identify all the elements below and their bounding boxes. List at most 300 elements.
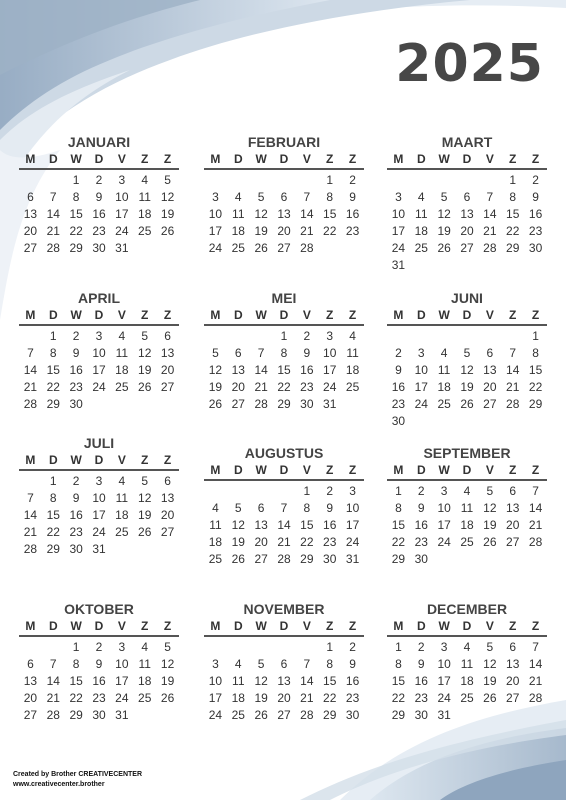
day-grid — [19, 328, 179, 413]
month-title: JULI — [83, 435, 115, 451]
day-cell: 7 — [303, 657, 311, 671]
day-empty — [295, 639, 318, 656]
weekday-label: D — [462, 463, 472, 477]
day-cell: 8 — [72, 190, 80, 204]
day-cell: 13 — [277, 674, 291, 688]
weekday-label: Z — [326, 152, 334, 166]
day-empty — [204, 639, 227, 656]
day-cell: 9 — [532, 190, 539, 204]
day-cell: 18 — [460, 674, 474, 688]
day-cell: 10 — [345, 501, 360, 515]
weekday-label: Z — [509, 308, 517, 322]
weekday-label: Z — [509, 619, 517, 633]
day-cell: 7 — [532, 640, 539, 654]
weekday-label: Z — [141, 308, 149, 322]
day-cell: 6 — [164, 329, 171, 343]
day-cell: 4 — [212, 501, 219, 515]
day-cell: 9 — [326, 501, 334, 515]
day-cell: 23 — [92, 224, 106, 238]
day-cell: 22 — [46, 525, 60, 539]
day-cell: 24 — [437, 535, 451, 549]
day-empty — [250, 639, 273, 656]
weekday-header — [19, 619, 179, 637]
weekday-label: Z — [141, 619, 149, 633]
day-cell: 5 — [440, 190, 448, 204]
day-cell: 10 — [437, 501, 451, 515]
day-cell: 15 — [277, 363, 291, 377]
day-cell: 10 — [437, 657, 451, 671]
day-cell: 17 — [92, 363, 106, 377]
weekday-label: M — [25, 308, 36, 322]
weekday-label: D — [94, 152, 104, 166]
month-title: AUGUSTUS — [244, 445, 324, 461]
day-cell: 7 — [49, 657, 57, 671]
day-cell: 1 — [280, 329, 288, 343]
day-cell: 7 — [27, 491, 34, 505]
day-empty — [227, 328, 250, 345]
weekday-label: Z — [531, 463, 540, 477]
day-cell: 30 — [414, 708, 428, 722]
day-cell: 15 — [323, 674, 337, 688]
day-grid — [19, 172, 179, 257]
day-cell: 2 — [72, 474, 80, 488]
day-cell: 20 — [506, 518, 520, 532]
day-cell: 14 — [23, 363, 38, 377]
day-empty — [273, 639, 296, 656]
day-cell: 10 — [414, 363, 428, 377]
day-cell: 5 — [141, 474, 149, 488]
day-cell: 26 — [254, 241, 268, 255]
day-cell: 31 — [345, 552, 360, 566]
day-cell: 30 — [69, 397, 83, 411]
day-cell: 19 — [138, 363, 152, 377]
day-cell: 23 — [528, 224, 543, 238]
day-cell: 28 — [254, 397, 268, 411]
day-cell: 12 — [138, 491, 152, 505]
day-cell: 7 — [509, 346, 517, 360]
day-cell: 27 — [506, 535, 520, 549]
weekday-header — [204, 619, 364, 637]
day-cell: 14 — [300, 674, 314, 688]
day-cell: 15 — [391, 674, 406, 688]
day-cell: 28 — [277, 552, 291, 566]
month-title: FEBRUARI — [247, 134, 321, 150]
day-empty — [19, 172, 42, 189]
day-cell: 12 — [437, 207, 451, 221]
weekday-label: D — [279, 152, 289, 166]
day-cell: 10 — [92, 491, 106, 505]
day-cell: 25 — [231, 708, 245, 722]
day-cell: 22 — [323, 224, 337, 238]
day-cell: 7 — [27, 346, 34, 360]
day-cell: 1 — [532, 329, 539, 343]
day-cell: 14 — [300, 207, 314, 221]
day-cell: 1 — [49, 329, 57, 343]
day-cell: 4 — [234, 657, 242, 671]
day-cell: 15 — [528, 363, 543, 377]
day-cell: 6 — [164, 474, 171, 488]
weekday-label: D — [233, 308, 243, 322]
day-cell: 7 — [280, 501, 288, 515]
day-cell: 4 — [141, 640, 149, 654]
weekday-label: Z — [326, 463, 334, 477]
day-cell: 2 — [349, 173, 356, 187]
day-cell: 3 — [118, 173, 126, 187]
day-empty — [19, 328, 42, 345]
day-cell: 17 — [208, 224, 223, 238]
weekday-label: V — [485, 152, 494, 166]
day-cell: 22 — [323, 691, 337, 705]
day-cell: 16 — [92, 207, 106, 221]
day-cell: 20 — [277, 691, 291, 705]
weekday-label: V — [485, 463, 494, 477]
day-grid — [204, 328, 364, 413]
day-cell: 17 — [115, 674, 129, 688]
day-cell: 4 — [349, 329, 356, 343]
day-cell: 22 — [69, 691, 83, 705]
day-cell: 24 — [437, 691, 451, 705]
weekday-header — [19, 453, 179, 471]
day-cell: 2 — [417, 640, 425, 654]
day-cell: 24 — [414, 397, 428, 411]
day-empty — [433, 172, 456, 189]
day-cell: 19 — [231, 535, 245, 549]
day-empty — [387, 172, 410, 189]
day-cell: 1 — [395, 484, 402, 498]
weekday-label: D — [94, 619, 104, 633]
day-empty — [433, 328, 456, 345]
day-cell: 21 — [528, 674, 543, 688]
day-cell: 15 — [323, 207, 337, 221]
weekday-label: M — [210, 463, 221, 477]
day-cell: 27 — [254, 552, 268, 566]
weekday-label: Z — [509, 152, 517, 166]
day-cell: 20 — [160, 363, 175, 377]
day-cell: 16 — [300, 363, 314, 377]
weekday-label: M — [25, 453, 36, 467]
weekday-label: W — [438, 308, 450, 322]
day-cell: 1 — [72, 173, 80, 187]
day-cell: 22 — [46, 380, 60, 394]
day-grid — [387, 483, 547, 568]
day-cell: 16 — [391, 380, 406, 394]
day-cell: 6 — [27, 657, 34, 671]
weekday-label: V — [117, 619, 126, 633]
weekday-label: Z — [141, 152, 149, 166]
month-title: APRIL — [78, 290, 120, 306]
day-cell: 25 — [138, 224, 152, 238]
day-cell: 10 — [208, 207, 223, 221]
day-cell: 31 — [437, 708, 451, 722]
weekday-header — [387, 152, 547, 170]
day-cell: 11 — [232, 674, 245, 688]
weekday-label: D — [279, 463, 289, 477]
day-grid — [204, 483, 364, 568]
day-empty — [250, 172, 273, 189]
day-cell: 27 — [277, 708, 291, 722]
day-cell: 23 — [92, 691, 106, 705]
month-februari — [204, 133, 364, 257]
day-empty — [478, 172, 501, 189]
day-cell: 2 — [303, 329, 311, 343]
day-cell: 17 — [437, 518, 451, 532]
weekday-label: V — [117, 453, 126, 467]
month-januari — [19, 133, 179, 257]
day-cell: 19 — [460, 380, 474, 394]
day-empty — [410, 172, 433, 189]
day-cell: 8 — [532, 346, 539, 360]
day-cell: 16 — [92, 674, 106, 688]
day-cell: 5 — [141, 329, 149, 343]
weekday-label: W — [438, 463, 450, 477]
day-empty — [273, 483, 296, 500]
day-cell: 2 — [95, 173, 103, 187]
weekday-header — [387, 463, 547, 481]
day-cell: 28 — [23, 397, 38, 411]
day-cell: 11 — [115, 346, 129, 360]
weekday-header — [204, 463, 364, 481]
day-cell: 29 — [528, 397, 543, 411]
day-cell: 18 — [460, 518, 474, 532]
month-juni — [387, 289, 547, 430]
day-cell: 4 — [417, 190, 425, 204]
day-cell: 18 — [115, 508, 129, 522]
weekday-header — [19, 308, 179, 326]
day-cell: 23 — [300, 380, 314, 394]
weekday-label: D — [416, 463, 426, 477]
day-cell: 6 — [234, 346, 242, 360]
day-cell: 25 — [231, 241, 245, 255]
day-cell: 19 — [254, 691, 268, 705]
weekday-label: Z — [326, 619, 334, 633]
day-cell: 13 — [483, 363, 497, 377]
day-cell: 29 — [46, 542, 60, 556]
day-cell: 7 — [486, 190, 494, 204]
day-empty — [19, 473, 42, 490]
day-cell: 10 — [208, 674, 223, 688]
day-cell: 10 — [92, 346, 106, 360]
day-cell: 12 — [160, 657, 175, 671]
weekday-label: D — [48, 152, 58, 166]
day-cell: 20 — [160, 508, 175, 522]
weekday-header — [387, 619, 547, 637]
day-cell: 28 — [23, 542, 38, 556]
weekday-label: D — [48, 453, 58, 467]
day-cell: 24 — [115, 691, 129, 705]
weekday-label: D — [462, 152, 472, 166]
day-cell: 17 — [437, 674, 451, 688]
day-cell: 13 — [160, 491, 175, 505]
month-december — [387, 600, 547, 724]
day-cell: 20 — [460, 224, 474, 238]
weekday-label: M — [210, 152, 221, 166]
day-cell: 9 — [349, 190, 356, 204]
day-cell: 28 — [46, 708, 60, 722]
day-cell: 12 — [138, 346, 152, 360]
weekday-label: Z — [163, 308, 172, 322]
day-cell: 26 — [460, 397, 474, 411]
day-cell: 11 — [437, 363, 451, 377]
day-cell: 3 — [440, 640, 448, 654]
weekday-label: M — [210, 619, 221, 633]
day-empty — [501, 328, 524, 345]
day-cell: 6 — [27, 190, 34, 204]
day-empty — [204, 483, 227, 500]
weekday-label: Z — [348, 463, 357, 477]
month-september — [387, 444, 547, 568]
day-cell: 29 — [300, 552, 314, 566]
day-cell: 28 — [300, 241, 314, 255]
day-cell: 30 — [300, 397, 314, 411]
day-cell: 31 — [92, 542, 106, 556]
weekday-label: W — [70, 152, 82, 166]
day-cell: 26 — [160, 691, 175, 705]
day-cell: 18 — [115, 363, 129, 377]
day-cell: 16 — [414, 674, 428, 688]
day-cell: 4 — [463, 640, 471, 654]
day-grid — [387, 328, 547, 430]
day-cell: 18 — [138, 207, 152, 221]
weekday-label: W — [255, 308, 267, 322]
day-cell: 13 — [23, 674, 38, 688]
day-cell: 29 — [391, 708, 406, 722]
day-cell: 15 — [46, 508, 60, 522]
day-cell: 16 — [345, 207, 360, 221]
day-cell: 17 — [208, 691, 223, 705]
day-cell: 22 — [391, 691, 406, 705]
weekday-header — [19, 152, 179, 170]
day-cell: 25 — [345, 380, 360, 394]
day-cell: 27 — [277, 241, 291, 255]
day-empty — [42, 172, 65, 189]
day-cell: 3 — [395, 190, 402, 204]
day-cell: 12 — [483, 501, 497, 515]
day-cell: 23 — [345, 224, 360, 238]
day-empty — [410, 328, 433, 345]
footer-created-by: Created by Brother CREATIVECENTER — [13, 771, 143, 778]
day-cell: 11 — [138, 190, 151, 204]
weekday-label: Z — [531, 619, 540, 633]
day-cell: 17 — [391, 224, 406, 238]
day-cell: 6 — [509, 640, 517, 654]
day-cell: 24 — [391, 241, 406, 255]
weekday-label: D — [416, 308, 426, 322]
day-cell: 22 — [69, 224, 83, 238]
day-cell: 4 — [118, 329, 126, 343]
day-cell: 20 — [23, 224, 38, 238]
day-cell: 8 — [509, 190, 517, 204]
day-cell: 20 — [277, 224, 291, 238]
day-cell: 3 — [212, 657, 219, 671]
day-empty — [227, 639, 250, 656]
day-cell: 6 — [463, 190, 471, 204]
weekday-label: V — [302, 308, 311, 322]
day-cell: 12 — [231, 518, 245, 532]
day-cell: 26 — [231, 552, 245, 566]
day-cell: 30 — [323, 552, 337, 566]
day-cell: 21 — [300, 691, 314, 705]
day-empty — [456, 328, 479, 345]
day-empty — [42, 639, 65, 656]
day-cell: 25 — [115, 525, 129, 539]
day-empty — [456, 172, 479, 189]
year-title: 2025 — [395, 34, 544, 94]
day-cell: 14 — [506, 363, 520, 377]
day-cell: 9 — [303, 346, 311, 360]
day-cell: 24 — [345, 535, 360, 549]
weekday-label: V — [302, 152, 311, 166]
day-cell: 31 — [323, 397, 337, 411]
day-cell: 2 — [326, 484, 334, 498]
day-cell: 24 — [208, 241, 223, 255]
day-cell: 19 — [208, 380, 223, 394]
day-cell: 5 — [257, 190, 265, 204]
weekday-label: D — [416, 619, 426, 633]
day-cell: 22 — [528, 380, 543, 394]
day-cell: 9 — [72, 491, 80, 505]
day-cell: 22 — [506, 224, 520, 238]
day-cell: 24 — [92, 525, 106, 539]
day-cell: 29 — [69, 708, 83, 722]
day-cell: 5 — [212, 346, 219, 360]
day-cell: 17 — [92, 508, 106, 522]
day-cell: 13 — [160, 346, 175, 360]
day-cell: 11 — [460, 657, 474, 671]
day-cell: 8 — [72, 657, 80, 671]
month-title: NOVEMBER — [243, 601, 325, 617]
day-cell: 14 — [528, 657, 543, 671]
month-title: OKTOBER — [64, 601, 134, 617]
weekday-label: W — [255, 619, 267, 633]
day-cell: 30 — [528, 241, 543, 255]
weekday-label: M — [393, 152, 404, 166]
weekday-label: Z — [348, 619, 357, 633]
day-cell: 4 — [234, 190, 242, 204]
day-cell: 8 — [49, 491, 57, 505]
day-cell: 9 — [417, 657, 425, 671]
day-cell: 29 — [277, 397, 291, 411]
day-cell: 16 — [69, 508, 83, 522]
day-cell: 20 — [23, 691, 38, 705]
day-cell: 27 — [460, 241, 474, 255]
day-cell: 13 — [460, 207, 474, 221]
day-cell: 14 — [277, 518, 291, 532]
day-cell: 1 — [303, 484, 311, 498]
day-cell: 23 — [414, 535, 428, 549]
day-cell: 10 — [391, 207, 406, 221]
footer-credit — [13, 770, 142, 790]
day-cell: 21 — [300, 224, 314, 238]
day-cell: 18 — [345, 363, 360, 377]
day-cell: 8 — [49, 346, 57, 360]
day-grid — [387, 172, 547, 274]
weekday-label: V — [485, 619, 494, 633]
day-cell: 5 — [164, 173, 171, 187]
day-cell: 9 — [349, 657, 356, 671]
day-cell: 27 — [23, 241, 38, 255]
day-cell: 25 — [208, 552, 223, 566]
month-juli — [19, 434, 179, 558]
day-cell: 28 — [300, 708, 314, 722]
day-cell: 5 — [463, 346, 471, 360]
day-cell: 16 — [345, 674, 360, 688]
day-cell: 13 — [277, 207, 291, 221]
day-cell: 7 — [532, 484, 539, 498]
day-cell: 4 — [118, 474, 126, 488]
day-cell: 26 — [160, 224, 175, 238]
day-empty — [19, 639, 42, 656]
day-cell: 25 — [115, 380, 129, 394]
